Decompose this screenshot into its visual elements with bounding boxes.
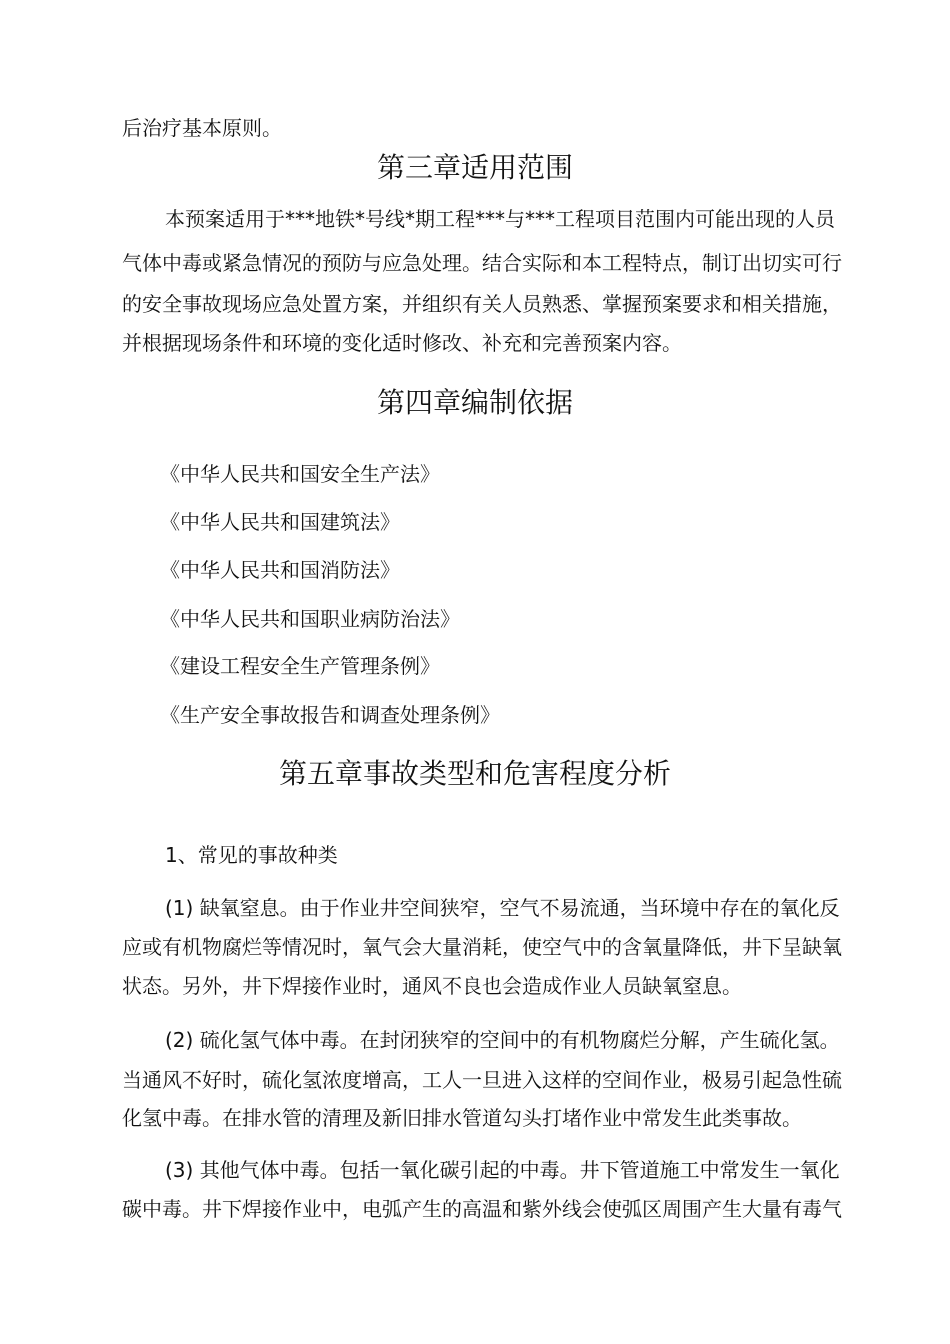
- section-heading: 1、常见的事故种类: [165, 843, 338, 867]
- reference-item: 《生产安全事故报告和调查处理条例》: [160, 703, 500, 727]
- reference-item: 《建设工程安全生产管理条例》: [160, 654, 440, 678]
- paragraph2-line-1: (2) 硫化氢气体中毒。在封闭狭窄的空间中的有机物腐烂分解，产生硫化氢。: [165, 1028, 840, 1052]
- paragraph2-line-2: 当通风不好时，硫化氢浓度增高，工人一旦进入这样的空间作业，极易引起急性硫: [122, 1068, 842, 1092]
- reference-item: 《中华人民共和国职业病防治法》: [160, 607, 460, 631]
- paragraph3-line-2: 碳中毒。井下焊接作业中，电弧产生的高温和紫外线会使弧区周围产生大量有毒气: [122, 1197, 842, 1221]
- paragraph1-line-2: 应或有机物腐烂等情况时，氧气会大量消耗，使空气中的含氧量降低，井下呈缺氧: [122, 935, 842, 959]
- paragraph2-line-3: 化氢中毒。在排水管的清理及新旧排水管道勾头打堵作业中常发生此类事故。: [122, 1106, 802, 1130]
- chapter3-line-2: 气体中毒或紧急情况的预防与应急处理。结合实际和本工程特点，制订出切实可行: [122, 251, 842, 275]
- chapter3-line-4: 并根据现场条件和环境的变化适时修改、补充和完善预案内容。: [122, 331, 682, 355]
- paragraph1-line-1: (1) 缺氧窒息。由于作业井空间狭窄，空气不易流通，当环境中存在的氧化反: [165, 896, 840, 920]
- reference-item: 《中华人民共和国消防法》: [160, 558, 400, 582]
- chapter5-title: 第五章事故类型和危害程度分析: [278, 757, 671, 790]
- reference-item: 《中华人民共和国安全生产法》: [160, 462, 440, 486]
- chapter4-title: 第四章编制依据: [376, 386, 573, 419]
- reference-item: 《中华人民共和国建筑法》: [160, 510, 400, 534]
- chapter3-title: 第三章适用范围: [376, 151, 573, 184]
- chapter3-line-3: 的安全事故现场应急处置方案，并组织有关人员熟悉、掌握预案要求和相关措施，: [122, 292, 842, 316]
- chapter3-line-1: 本预案适用于***地铁*号线*期工程***与***工程项目范围内可能出现的人员: [165, 207, 835, 231]
- paragraph1-line-3: 状态。另外，井下焊接作业时，通风不良也会造成作业人员缺氧窒息。: [122, 974, 742, 998]
- paragraph3-line-1: (3) 其他气体中毒。包括一氧化碳引起的中毒。井下管道施工中常发生一氧化: [165, 1158, 840, 1182]
- intro-tail-line: 后治疗基本原则。: [122, 116, 282, 140]
